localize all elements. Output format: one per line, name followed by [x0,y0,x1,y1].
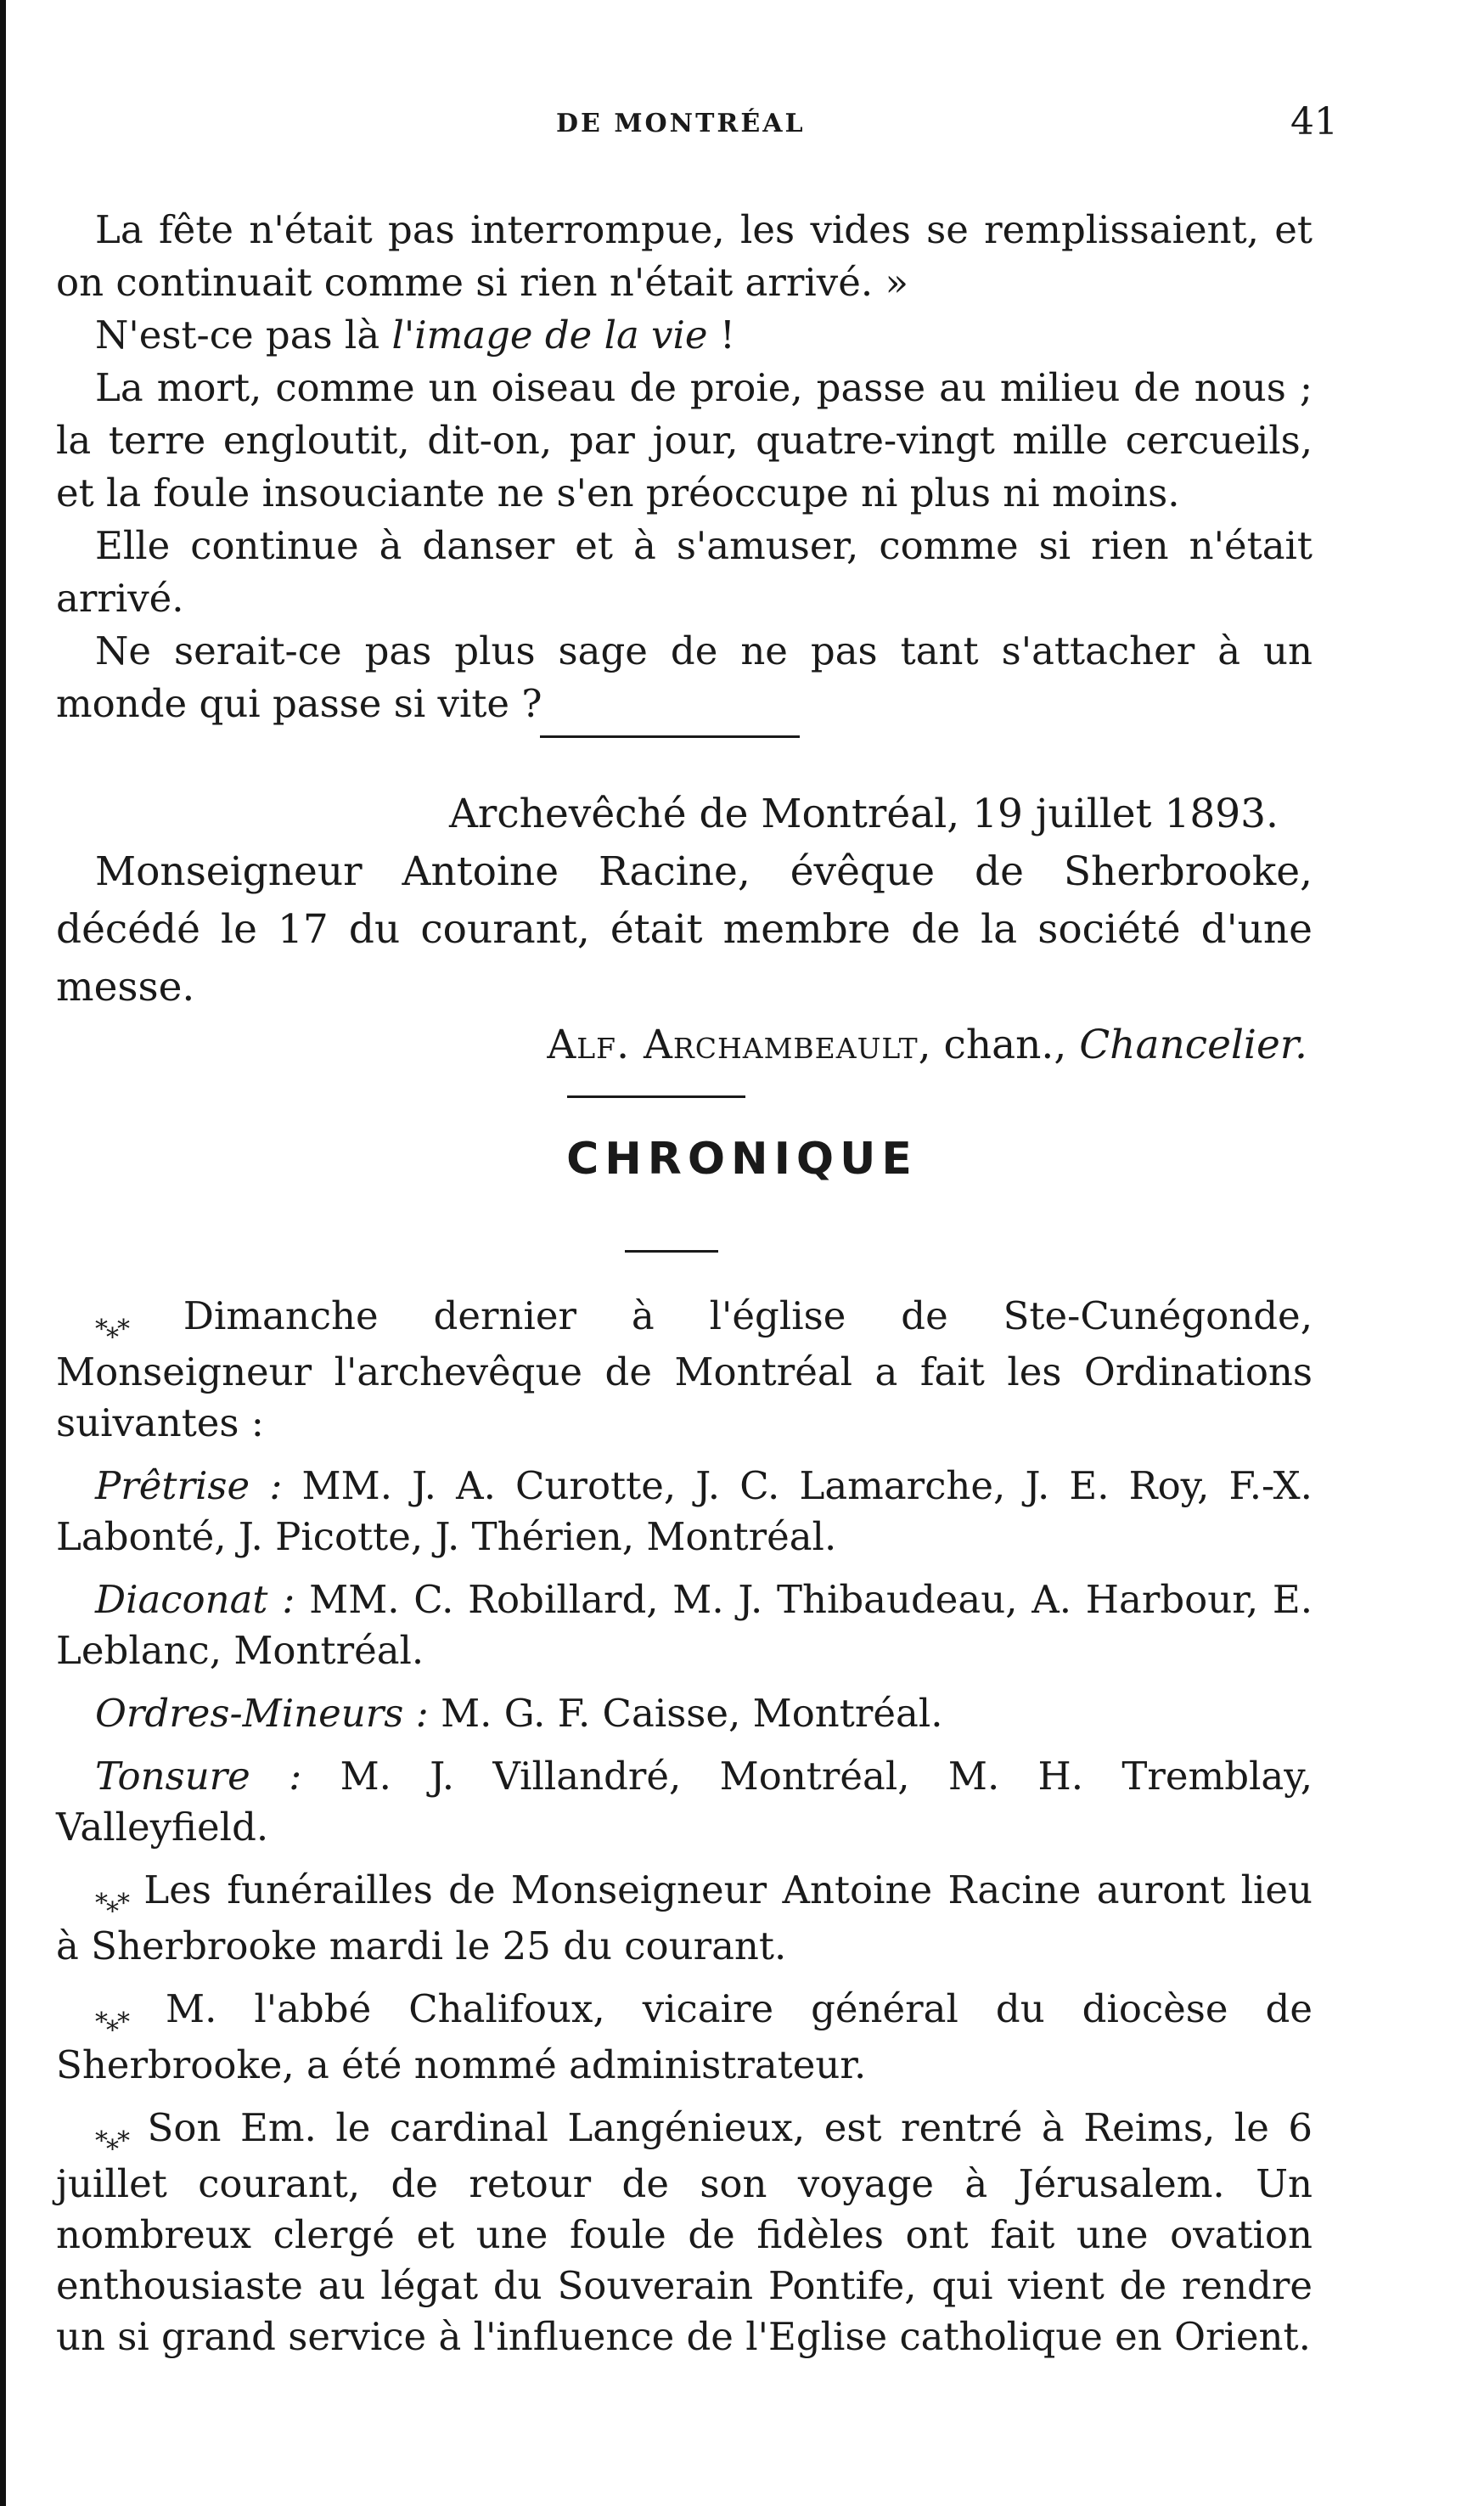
chronique-item-funerailles [56,1865,1313,1972]
signature-title: , chan., [918,1022,1080,1068]
asterism-icon: *⁎* [95,1889,128,1918]
paragraph-elle-continue: Elle continue à danser et à s'amuser, comme si rien n'était arrivé. [56,523,1313,621]
notice-block [56,786,1313,1074]
ordination-label: Diaconat : [95,1577,295,1622]
ordination-names: M. G. F. Caisse, Montréal. [428,1691,943,1736]
paragraph-la-mort: La mort, comme un oiseau de proie, passe au milieu de nous ; la terre engloutit, dit-on, par jour, quatre-vingt mille cercueils, et la foule insouciante ne s'en préoccupe ni plus ni moins. [56,365,1313,515]
signature-role: Chancelier. [1079,1022,1307,1068]
text-span: M. l'abbé Chalifoux, vicaire général du diocèse de Sherbrooke, a été nommé administrateur. [56,1986,1313,2087]
text-span: N'est-ce pas là [95,313,392,358]
italic-phrase: l'image de la vie [391,313,708,358]
chronique-title: CHRONIQUE [566,1134,918,1185]
chronique-item-chalifoux [56,1984,1313,2091]
ordination-label: Prêtrise : [95,1463,283,1508]
ordination-ordres-mineurs [56,1688,1313,1739]
text-span: Les funérailles de Monseigneur Antoine Racine auront lieu à Sherbrooke mardi le 25 du courant. [56,1867,1313,1968]
ordination-pretrise [56,1461,1313,1563]
chronique-block [56,1291,1313,2362]
paragraph-ne-serait-ce: Ne serait-ce pas plus sage de ne pas tant s'attacher à un monde qui passe si vite ? [56,628,1313,726]
notice-body: Monseigneur Antoine Racine, évêque de Sherbrooke, décédé le 17 du courant, était membre de la société d'une messe. [56,848,1313,1011]
ordination-label: Tonsure : [95,1754,302,1799]
section-divider [540,735,800,738]
running-title: DE MONTRÉAL [556,109,806,138]
ordination-label: Ordres-Mineurs : [95,1691,429,1736]
ordination-diaconat [56,1574,1313,1676]
ordination-tonsure [56,1751,1313,1853]
heading-underline [625,1250,718,1253]
text-span: Son Em. le cardinal Langénieux, est rentré à Reims, le 6 juillet courant, de retour de son voyage à Jérusalem. Un nombreux clergé et une foule de fidèles ont fait une ovation enthousiaste au légat du Souverain Pontife, qui vient de rendre un si grand service à l'influence de l'Eglise catholique en Orient. [56,2105,1313,2359]
section-divider [567,1095,745,1098]
page-number: 41 [1290,100,1338,144]
page-spine-edge [0,0,6,2506]
ordination-names: MM. J. A. Curotte, J. C. Lamarche, J. E. Roy, F.-X. Labonté, J. Picotte, J. Thérien, Montréal. [56,1463,1313,1559]
text-span: ! [707,313,735,358]
notice-signature [56,1016,1313,1074]
ordination-names: M. J. Villandré, Montréal, M. H. Tremblay, Valleyfield. [56,1754,1313,1850]
paragraph-fete: La fête n'était pas interrompue, les vides se remplissaient, et on continuait comme si rien n'était arrivé. » [56,207,1313,305]
asterism-icon: *⁎* [95,1315,128,1344]
signature-name: Alf. Archambeault [547,1022,919,1068]
top-text-block [56,204,1313,730]
paragraph-image-de-la-vie [56,309,1313,362]
page-header [0,100,1484,151]
ordination-names: MM. C. Robillard, M. J. Thibaudeau, A. Harbour, E. Leblanc, Montréal. [56,1577,1313,1673]
asterism-icon: *⁎* [95,2126,128,2156]
notice-dateline: Archevêché de Montréal, 19 juillet 1893. [448,791,1279,837]
chronique-item-langenieux [56,2103,1313,2362]
text-span: Dimanche dernier à l'église de Ste-Cunégonde, Monseigneur l'archevêque de Montréal a fait les Ordinations suivantes : [56,1293,1313,1445]
chronique-item-ordinations [56,1291,1313,1449]
asterism-icon: *⁎* [95,2008,128,2037]
